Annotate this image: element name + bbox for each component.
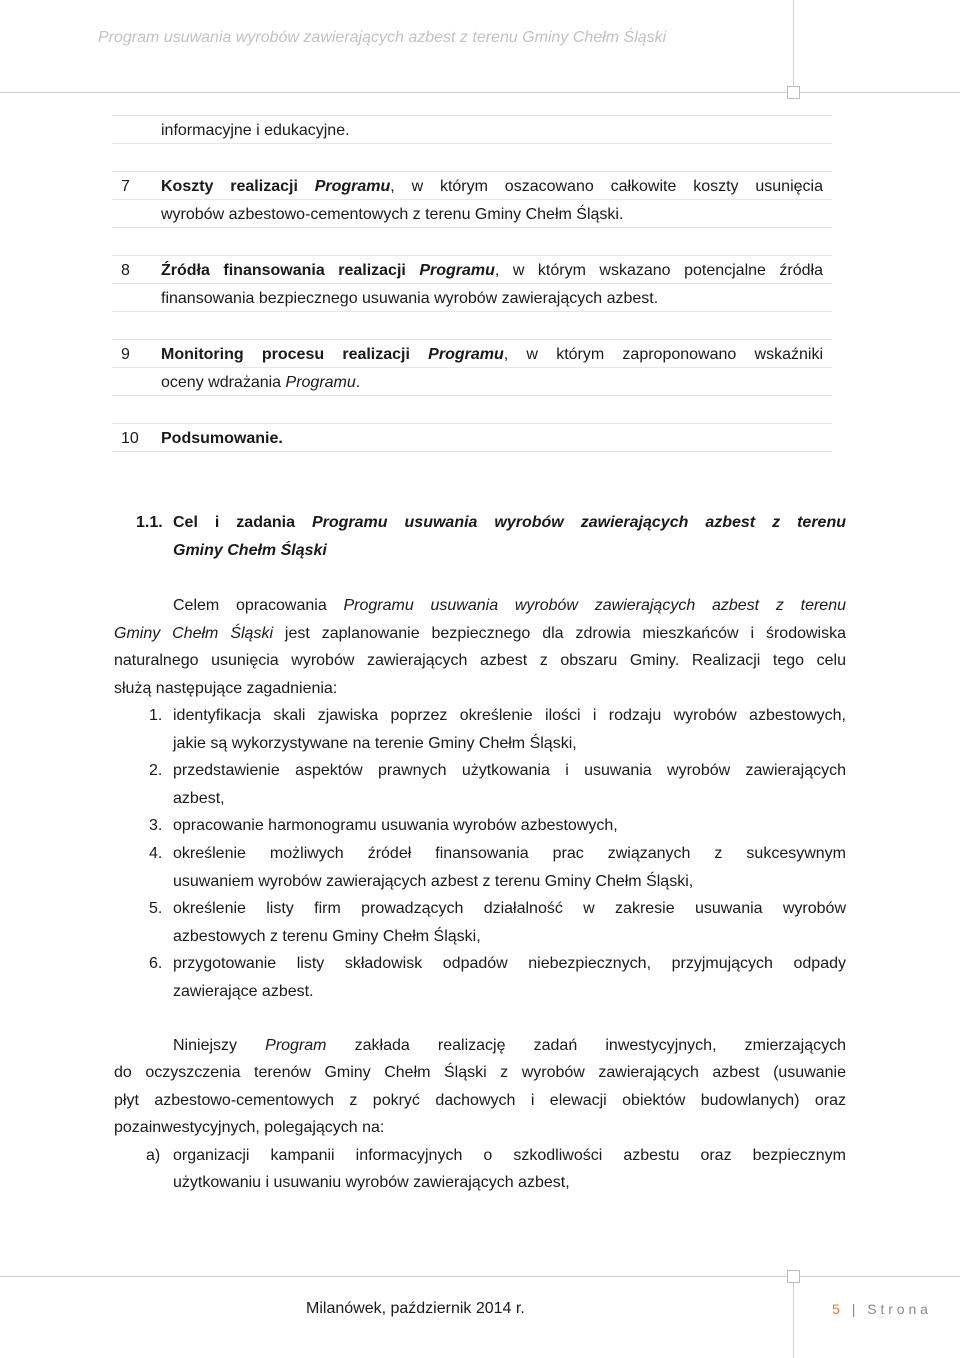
footer-corner-marker (787, 1270, 800, 1283)
section-number (136, 513, 163, 533)
list-item-line: użytkowaniu i usuwaniu wyrobów zawierających azbest, (173, 1174, 570, 1191)
toc-item-line2 (161, 373, 360, 393)
toc-item-rest: , w którym zaproponowano wskaźniki (503, 346, 823, 363)
toc-item-line (161, 261, 823, 281)
paragraph-text: Niniejszy (173, 1037, 266, 1054)
list-item-line: organizacji kampanii informacyjnych o szkodliwości azbestu oraz bezpiecznym (173, 1147, 846, 1164)
list-item-line: opracowanie harmonogramu usuwania wyrobów azbestowych, (173, 817, 618, 834)
footer-vertical-rule (793, 1276, 794, 1358)
paragraph-line (173, 596, 846, 616)
paragraph-text: jest zaplanowanie bezpiecznego dla zdrowia mieszkańców i środowiska (273, 625, 847, 642)
toc-continuation: informacyjne i edukacyjne. (161, 122, 350, 139)
header-horizontal-rule (0, 92, 960, 93)
toc-item-italic: Programu (314, 178, 391, 195)
section-title-italic-2: Gminy Chełm Śląski (173, 542, 327, 559)
list-marker: a) (146, 1147, 161, 1164)
list-item-line: jakie są wykorzystywane na terenie Gminy Chełm Śląski, (173, 735, 577, 752)
list-item-line: przygotowanie listy składowisk odpadów niebezpiecznych, przyjmujących odpady (173, 955, 846, 972)
paragraph-line: służą następujące zagadnienia: (114, 680, 338, 697)
toc-item-line2: finansowania bezpiecznego usuwania wyrobów zawierających azbest. (161, 290, 659, 307)
section-title-italic: Programu usuwania wyrobów zawierających azbest z terenu (311, 514, 846, 531)
toc-rule (112, 199, 832, 200)
toc-item-italic: Programu (419, 262, 495, 279)
toc-item-bold: Koszty realizacji (161, 178, 315, 195)
page-separator: | (851, 1301, 860, 1317)
toc-item-line2-italic: Programu (285, 374, 356, 391)
toc-item-line2-end: . (355, 374, 361, 391)
paragraph-italic: Program (265, 1037, 327, 1054)
header-title: Program usuwania wyrobów zawierających azbest z terenu Gminy Chełm Śląski (98, 29, 667, 46)
list-item-line: określenie listy firm prowadzących działalność w zakresie usuwania wyrobów (173, 900, 846, 917)
footer-place-date: Milanówek, październik 2014 r. (306, 1300, 525, 1317)
paragraph-text: zakłada realizację zadań inwestycyjnych, zmierzających (326, 1037, 847, 1054)
header-corner-marker (787, 86, 800, 99)
section-title-plain: Cel i zadania (173, 514, 312, 531)
toc-rule (112, 423, 832, 424)
toc-item-italic: Programu (428, 346, 504, 363)
toc-item-bold: Źródła finansowania realizacji (161, 262, 420, 279)
paragraph-text: Celem opracowania (173, 597, 344, 614)
list-marker: 4. (149, 845, 163, 862)
list-item-line: przedstawienie aspektów prawnych użytkowania i usuwania wyrobów zawierających (173, 762, 846, 779)
toc-item-bold: Monitoring procesu realizacji (161, 346, 429, 363)
list-item-line: azbest, (173, 790, 225, 807)
paragraph-line (114, 624, 846, 644)
toc-rule (112, 283, 832, 284)
list-marker: 2. (149, 762, 163, 779)
toc-rule (112, 227, 832, 228)
paragraph-line: do oczyszczenia terenów Gminy Chełm Śląski z wyrobów zawierających azbest (usuwanie (114, 1064, 846, 1081)
section-title-line2 (173, 541, 327, 561)
toc-item-number: 8 (121, 262, 130, 279)
toc-rule (112, 451, 832, 452)
footer-horizontal-rule (0, 1276, 960, 1277)
header-vertical-rule (793, 0, 794, 92)
list-marker: 1. (149, 707, 163, 724)
list-item-line: określenie możliwych źródeł finansowania prac związanych z sukcesywnym (173, 845, 846, 862)
toc-item-rest: , w którym oszacowano całkowite koszty usunięcia (390, 178, 823, 195)
toc-item-line (161, 345, 823, 365)
list-item-line: usuwaniem wyrobów zawierających azbest z terenu Gminy Chełm Śląski, (173, 873, 694, 890)
page-word: S t r o n a (867, 1301, 928, 1317)
toc-rule (112, 255, 832, 256)
paragraph-line: płyt azbestowo-cementowych z pokryć dachowych i elewacji obiektów budowlanych) oraz (114, 1092, 846, 1109)
paragraph-line: pozainwestycyjnych, polegających na: (114, 1119, 385, 1136)
page-indicator (832, 1301, 928, 1317)
section-title (173, 513, 846, 533)
toc-item-number: 7 (121, 178, 130, 195)
toc-item-line2-start: oceny wdrażania (161, 374, 286, 391)
toc-item-bold: Podsumowanie. (161, 430, 283, 447)
list-item-line: azbestowych z terenu Gminy Chełm Śląski, (173, 928, 481, 945)
list-item-line: zawierające azbest. (173, 983, 314, 1000)
toc-item-line2: wyrobów azbestowo-cementowych z terenu Gminy Chełm Śląski. (161, 206, 624, 223)
paragraph-italic: Programu usuwania wyrobów zawierających azbest z terenu (343, 597, 846, 614)
paragraph-line: naturalnego usunięcia wyrobów zawierających azbest z obszaru Gminy. Realizacji tego celu (114, 652, 846, 669)
list-item-line: identyfikacja skali zjawiska poprzez określenie ilości i rodzaju wyrobów azbestowych, (173, 707, 846, 724)
toc-item-line (161, 177, 823, 197)
page-number: 5 (832, 1301, 844, 1317)
toc-item-number: 10 (121, 430, 139, 447)
toc-rule (112, 171, 832, 172)
toc-rule (112, 143, 832, 144)
paragraph-line (173, 1036, 846, 1056)
toc-rule (112, 311, 832, 312)
list-marker: 6. (149, 955, 163, 972)
toc-item-number: 9 (121, 346, 130, 363)
section-number-text: 1.1. (136, 514, 163, 531)
list-marker: 5. (149, 900, 163, 917)
toc-item-rest: , w którym wskazano potencjalne źródła (494, 262, 823, 279)
toc-rule (112, 395, 832, 396)
list-marker: 3. (149, 817, 163, 834)
paragraph-italic: Gminy Chełm Śląski (114, 625, 273, 642)
toc-rule (112, 115, 832, 116)
toc-rule (112, 339, 832, 340)
toc-rule (112, 367, 832, 368)
